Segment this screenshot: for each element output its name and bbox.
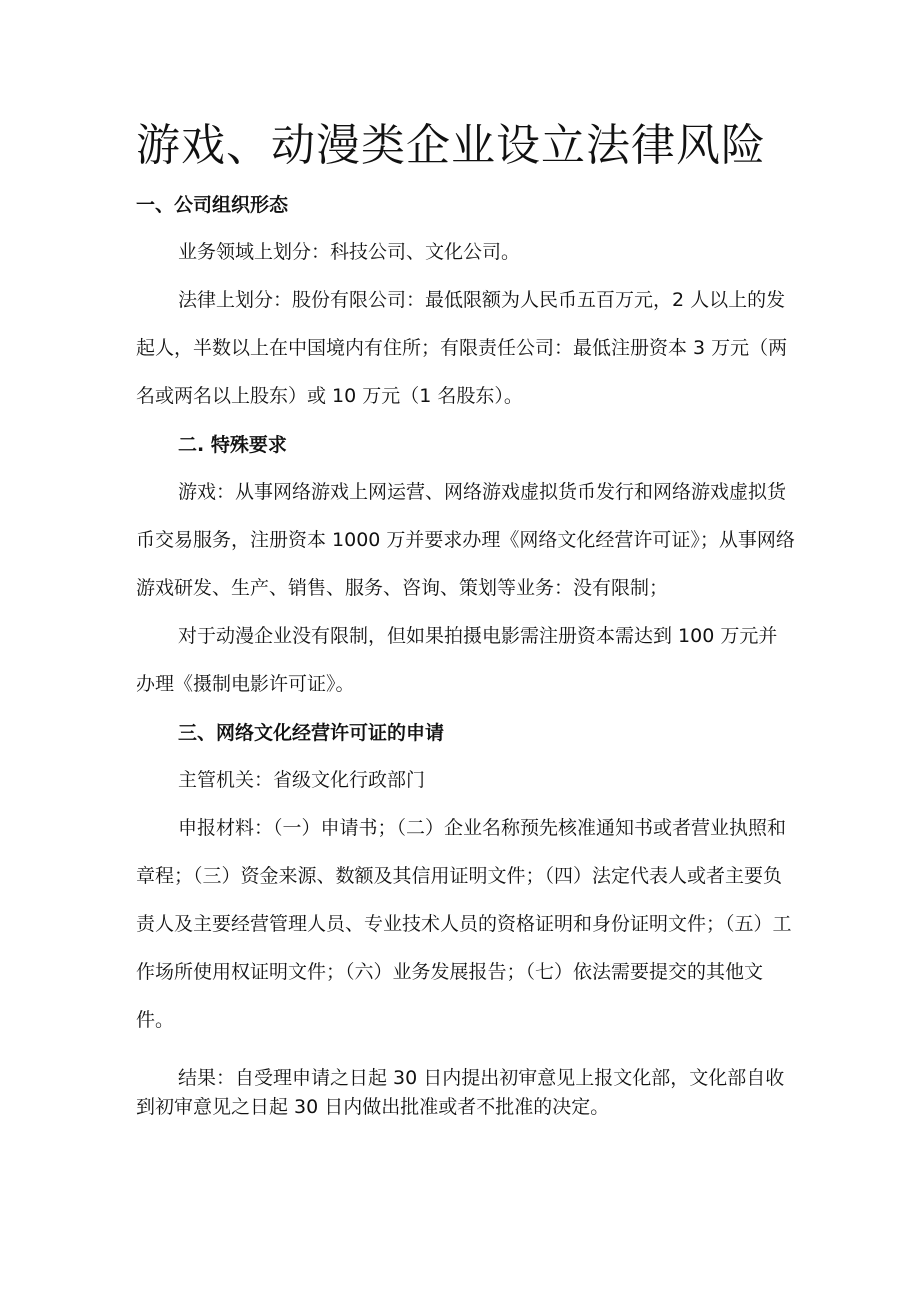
section-2-paragraph-1: 游戏：从事网络游戏上网运营、网络游戏虚拟货币发行和网络游戏虚拟货币交易服务，注册资本 1000 万并要求办理《网络文化经营许可证》；从事网络游戏研发、生产、销售、服务、咨询、策划等业务：没有限制； [136,481,795,599]
section-heading-3: 三、网络文化经营许可证的申请 [178,722,445,744]
section-3-paragraph-3: 结果：自受理申请之日起 30 日内提出初审意见上报文化部，文化部自收到初审意见之日起 30 日内做出批准或者不批准的决定。 [136,1067,785,1118]
section-2-paragraph-2: 对于动漫企业没有限制，但如果拍摄电影需注册资本需达到 100 万元并办理《摄制电影许可证》。 [136,625,778,695]
section-1-paragraph-1: 业务领域上划分：科技公司、文化公司。 [178,241,521,263]
document-title: 游戏、动漫类企业设立法律风险 [136,120,766,171]
section-1-paragraph-2: 法律上划分：股份有限公司：最低限额为人民币五百万元，2 人以上的发起人，半数以上在中国境内有住所；有限责任公司：最低注册资本 3 万元（两名或两名以上股东）或 10 万元（1 名股东）。 [136,289,788,407]
section-3-paragraph-1: 主管机关：省级文化行政部门 [178,769,426,791]
section-3-paragraph-2: 申报材料：（一）申请书；（二）企业名称预先核准通知书或者营业执照和章程；（三）资金来源、数额及其信用证明文件；（四）法定代表人或者主要负责人及主要经营管理人员、专业技术人员的资格证明和身份证明文件；（五）工作场所使用权证明文件；（六）业务发展报告；（七）依法需要提交的其他文件。 [136,817,792,1031]
section-heading-2: 二. 特殊要求 [178,434,287,456]
section-heading-1: 一、公司组织形态 [136,194,289,216]
